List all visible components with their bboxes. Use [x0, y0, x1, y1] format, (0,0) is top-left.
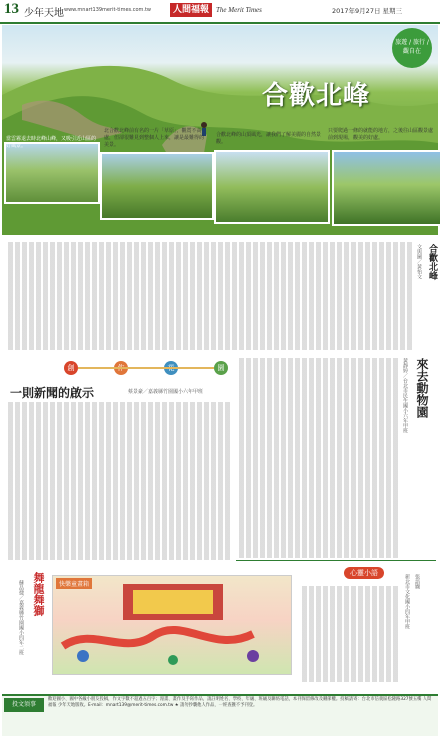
hero-caption-d: 合歡北峰的山頂風光，讓我們了解美麗的自然景觀。 [216, 132, 322, 145]
section-title: 少年天地 [24, 8, 64, 19]
article2-author: 黃靜婷／台北市民生國小六年甲班 [402, 358, 408, 433]
article2-title: 來去動物園 [415, 358, 429, 418]
page-number: 13 [4, 1, 19, 17]
divider [236, 560, 436, 561]
ribbon-line [78, 367, 214, 369]
illustration-drawing [53, 576, 291, 674]
issue-date: 2017年9月27日 星期三 [332, 7, 403, 15]
ribbon-char: 園 [214, 361, 228, 375]
hero-caption-c: 當雲霧退去時北峰山峰，又吸引近山區的好風景。 [6, 136, 97, 149]
inset-photo-2 [100, 152, 214, 220]
article5-body [300, 586, 398, 682]
article5-author: 張語嫻 [414, 574, 420, 589]
ribbon-char: 創 [64, 361, 78, 375]
illustration-label: 快樂童畫箱 [56, 578, 92, 589]
article1-title: 合歡北峰 [427, 244, 437, 280]
hero-caption-a: 北合歡北峰前有名的一片「草原」，觀賞不高處，但卻很難見到整個人上來，讓是最難得的美景。 [104, 128, 205, 148]
dragon-lion-dance-illustration [52, 575, 292, 675]
travel-badge: 旅遊 / 旅行 / 觀自在 [392, 28, 432, 68]
inset-photo-3 [214, 150, 330, 224]
article1-author: 文與圖／黃怡文 [416, 244, 422, 279]
article4-title: 舞龍舞獅 [32, 572, 45, 616]
footer-logo: 投文須事 [4, 698, 44, 712]
hero-title: 合歡北峰 [262, 81, 371, 111]
newspaper-logo: 人間福報 [170, 3, 212, 17]
article3-body [8, 402, 230, 560]
article5-school: 新北市文化國小四年甲班 [404, 574, 410, 629]
newspaper-english-name: The Merit Times [216, 6, 262, 14]
article4-author: 蘇品捷／嘉義縣竹園國小四年二班 [18, 580, 24, 655]
section-url[interactable]: www.mnart139merit-times.com.tw [64, 7, 152, 13]
footer-notice: 歡迎國小、國中各級小朋友投稿，作文字數不超過五百字；漫畫、畫作及手寫作品，請註明姓名、學校、年級、班級及聯絡電話，本刊保留修改及刪節權。投稿請寄：台北市信義區松隆路327號五樓 人間福報 少年天地版收。E-mail：mnart139@merit-times.com.tw ★ 請勿抄襲他人作品，一經查獲不予刊登。 [48, 697, 432, 709]
article3-author: 蔡景豪／嘉義縣竹園國小六年甲班 [128, 389, 204, 395]
inset-photo-1 [4, 142, 100, 204]
article2-body [238, 358, 398, 558]
hero-caption-b: 只要爬過一條的就能的地方，之後往山區觀景處前到現場，觀美的好處。 [328, 128, 434, 141]
heart-words-label: 心靈小語 [344, 567, 384, 579]
inset-photo-4 [332, 150, 440, 226]
article1-body [8, 242, 412, 350]
creative-garden-ribbon [56, 357, 246, 379]
article3-title: 一則新聞的啟示 [10, 386, 95, 400]
